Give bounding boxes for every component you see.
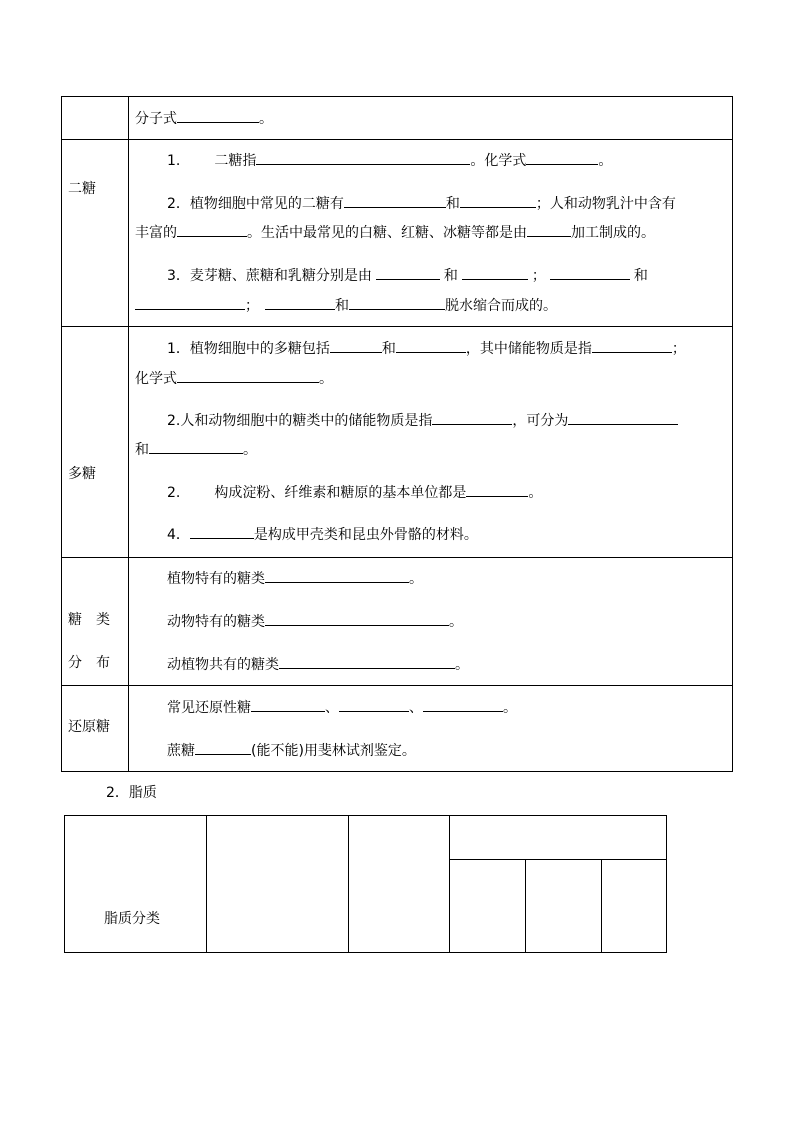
answer-blank[interactable] (265, 612, 449, 626)
row-label-disaccharide: 二糖 (68, 181, 96, 197)
answer-blank[interactable] (330, 339, 382, 353)
answer-blank[interactable] (190, 525, 254, 539)
text: 丰富的 (135, 225, 177, 241)
polysaccharide-line-6 (167, 525, 478, 543)
distribution-line-plant (167, 569, 423, 587)
disaccharide-line-1 (167, 151, 612, 169)
text: 脱水缩合而成的。 (445, 298, 557, 314)
polysaccharide-line-5 (167, 483, 542, 501)
section-title-lipids: 2．脂质 (106, 785, 157, 801)
text: 和 (633, 268, 648, 284)
text: 、 (409, 700, 423, 716)
row-label-polysaccharide: 多糖 (68, 466, 96, 482)
answer-blank[interactable] (344, 194, 446, 208)
text: 二糖指 (214, 153, 257, 169)
text: 加工制成的。 (571, 225, 655, 241)
text: 2．植物细胞中常见的二糖有 (167, 196, 344, 212)
molecular-formula-line (135, 109, 273, 127)
answer-blank[interactable] (251, 698, 325, 712)
reducing-sugar-line-2 (167, 741, 416, 759)
answer-blank[interactable] (527, 223, 571, 237)
text: ； (671, 341, 686, 357)
text: 1．植物细胞中的多糖包括 (167, 341, 330, 357)
text: 。生活中最常见的白糖、红糖、冰糖等都是由 (247, 225, 527, 241)
text: ； (531, 268, 546, 284)
answer-blank[interactable] (432, 411, 512, 425)
text: 。化学式 (470, 153, 527, 169)
text: 2. (167, 485, 181, 501)
distribution-line-animal (167, 612, 463, 630)
text: 分子式 (135, 111, 177, 127)
text: 4． (167, 527, 190, 543)
text: 。 (598, 153, 613, 169)
text: 蔗糖 (167, 743, 195, 759)
answer-blank[interactable] (550, 266, 630, 280)
answer-blank[interactable] (177, 369, 319, 383)
answer-blank[interactable] (135, 296, 245, 310)
answer-blank[interactable] (265, 569, 409, 583)
text: 。 (449, 614, 463, 630)
polysaccharide-line-3 (167, 411, 678, 429)
row-label-reducing-sugar: 还原糖 (68, 719, 110, 735)
disaccharide-line-5 (135, 296, 557, 314)
text: 植物特有的糖类 (167, 571, 265, 587)
text: 化学式 (135, 371, 177, 387)
text: ，其中储能物质是指 (465, 341, 592, 357)
answer-blank[interactable] (568, 411, 678, 425)
text: 和 (443, 268, 458, 284)
text: 动物特有的糖类 (167, 614, 265, 630)
answer-blank[interactable] (460, 194, 536, 208)
answer-blank[interactable] (256, 151, 470, 165)
answer-blank[interactable] (466, 483, 528, 497)
row-label-distribution-a: 糖 类 (68, 612, 110, 628)
text: 2.人和动物细胞中的糖类中的储能物质是指 (167, 413, 433, 429)
answer-blank[interactable] (265, 296, 335, 310)
text: 和 (381, 341, 396, 357)
answer-blank[interactable] (177, 109, 259, 123)
text: ； (245, 298, 259, 314)
polysaccharide-line-1 (167, 339, 686, 357)
text: 是构成甲壳类和昆虫外骨骼的材料。 (253, 527, 478, 543)
text: 。 (259, 111, 273, 127)
answer-blank[interactable] (462, 266, 528, 280)
text: 和 (135, 442, 149, 458)
distribution-line-both (167, 655, 469, 673)
answer-blank[interactable] (349, 296, 445, 310)
polysaccharide-line-2 (135, 369, 333, 387)
answer-blank[interactable] (592, 339, 672, 353)
row-label-distribution-b: 分 布 (68, 655, 110, 671)
text: 。 (243, 442, 257, 458)
answer-blank[interactable] (376, 266, 440, 280)
polysaccharide-line-4 (135, 440, 257, 458)
answer-blank[interactable] (339, 698, 409, 712)
text: 、 (325, 700, 339, 716)
answer-blank[interactable] (149, 440, 243, 454)
text: 。 (409, 571, 423, 587)
text: 。 (503, 700, 517, 716)
text: 动植物共有的糖类 (167, 657, 279, 673)
answer-blank[interactable] (279, 655, 455, 669)
text: 。 (319, 371, 333, 387)
text: 和 (335, 298, 349, 314)
text: 1. (167, 153, 181, 169)
text: ，可分为 (512, 413, 569, 429)
disaccharide-line-2 (167, 194, 676, 212)
reducing-sugar-line-1 (167, 698, 517, 716)
text: 。 (455, 657, 469, 673)
text: 和 (445, 196, 460, 212)
answer-blank[interactable] (396, 339, 466, 353)
answer-blank[interactable] (195, 741, 251, 755)
disaccharide-line-4 (167, 266, 648, 284)
disaccharide-line-3 (135, 223, 655, 241)
text: 构成淀粉、纤维素和糖原的基本单位都是 (214, 485, 467, 501)
text: 。 (528, 485, 543, 501)
text: (能不能)用斐林试剂鉴定。 (251, 743, 416, 759)
answer-blank[interactable] (423, 698, 503, 712)
text: 常见还原性糖 (167, 700, 251, 716)
text: 3．麦芽糖、蔗糖和乳糖分别是由 (167, 268, 372, 284)
answer-blank[interactable] (177, 223, 247, 237)
answer-blank[interactable] (526, 151, 598, 165)
text: ；人和动物乳汁中含有 (535, 196, 676, 212)
lipid-classification-label: 脂质分类 (104, 911, 160, 927)
